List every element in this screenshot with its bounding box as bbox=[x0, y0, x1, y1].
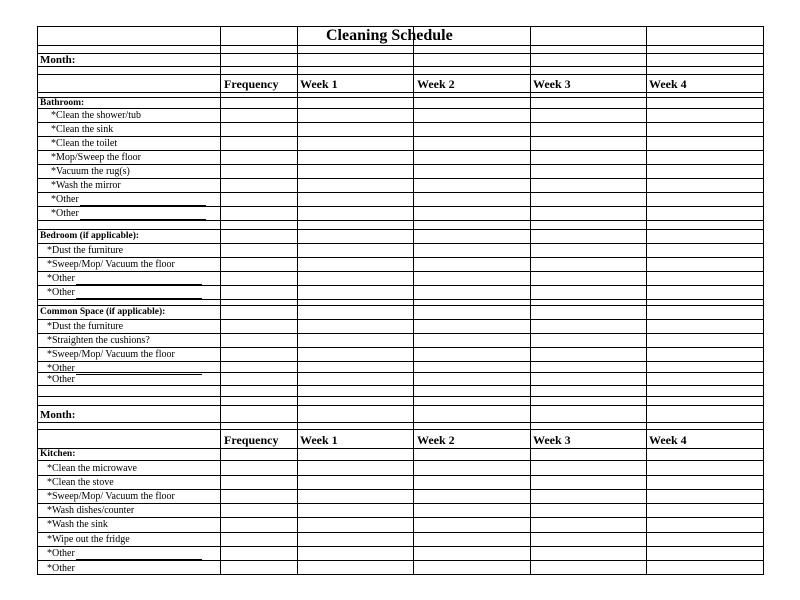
task-item: *Clean the sink bbox=[51, 124, 114, 135]
task-item-other: *Other bbox=[47, 363, 75, 374]
task-item: *Wash the sink bbox=[47, 519, 108, 530]
task-item: *Clean the shower/tub bbox=[51, 110, 141, 121]
task-item-other: *Other bbox=[47, 374, 75, 385]
task-item-other: *Other bbox=[51, 208, 79, 219]
grid-row-line bbox=[37, 475, 764, 476]
task-item: *Dust the furniture bbox=[47, 321, 124, 332]
grid-row-line bbox=[37, 372, 764, 373]
grid-row-line bbox=[37, 150, 764, 151]
grid-row-line bbox=[37, 229, 764, 230]
grid-row-line bbox=[37, 319, 764, 320]
task-item: *Mop/Sweep the floor bbox=[51, 152, 141, 163]
grid-row-line bbox=[37, 361, 764, 362]
section-common-space: Common Space (if applicable): bbox=[40, 307, 166, 317]
task-item: *Clean the microwave bbox=[47, 463, 137, 474]
grid-row-line bbox=[37, 396, 764, 397]
grid-row-line bbox=[37, 122, 764, 123]
fill-in-line bbox=[76, 374, 202, 375]
task-item-other: *Other bbox=[47, 548, 75, 559]
grid-row-line bbox=[37, 460, 764, 461]
header-frequency-2: Frequency bbox=[224, 433, 279, 447]
grid-row-line bbox=[37, 206, 764, 207]
grid-row-line bbox=[37, 271, 764, 272]
month-label-2: Month: bbox=[40, 409, 76, 421]
fill-in-line bbox=[80, 219, 206, 220]
grid-row-line bbox=[37, 45, 764, 46]
fill-in-line bbox=[76, 298, 202, 299]
grid-row-line bbox=[37, 347, 764, 348]
grid-row-line bbox=[37, 74, 764, 75]
task-item: *Wash dishes/counter bbox=[47, 505, 135, 516]
section-bedroom: Bedroom (if applicable): bbox=[40, 231, 140, 241]
header-week1-1: Week 1 bbox=[300, 77, 338, 91]
grid-row-line bbox=[37, 136, 764, 137]
grid-row-line bbox=[37, 405, 764, 406]
fill-in-line bbox=[80, 205, 206, 206]
header-week2-1: Week 2 bbox=[417, 77, 455, 91]
grid-row-line bbox=[37, 66, 764, 67]
page-title: Cleaning Schedule bbox=[326, 27, 453, 44]
task-item: *Vacuum the rug(s) bbox=[51, 166, 130, 177]
grid-row-line bbox=[37, 503, 764, 504]
grid-row-line bbox=[37, 299, 764, 300]
task-item: *Wipe out the fridge bbox=[47, 534, 130, 545]
fill-in-line bbox=[76, 284, 202, 285]
section-kitchen: Kitchen: bbox=[40, 449, 76, 459]
task-item: *Dust the furniture bbox=[47, 245, 124, 256]
grid-row-line bbox=[37, 108, 764, 109]
header-week4-2: Week 4 bbox=[649, 433, 687, 447]
grid-row-line bbox=[37, 243, 764, 244]
section-bathroom: Bathroom: bbox=[40, 98, 85, 108]
grid-row-line bbox=[37, 489, 764, 490]
header-frequency-1: Frequency bbox=[224, 77, 279, 91]
grid-row-line bbox=[37, 546, 764, 547]
grid-row-line bbox=[37, 429, 764, 430]
fill-in-line bbox=[76, 559, 202, 560]
grid-row-line bbox=[37, 285, 764, 286]
task-item: *Sweep/Mop/ Vacuum the floor bbox=[47, 259, 175, 270]
grid-row-line bbox=[37, 517, 764, 518]
task-item-other: *Other bbox=[47, 273, 75, 284]
task-item-other: *Other bbox=[47, 563, 75, 574]
grid-row-line bbox=[37, 305, 764, 306]
task-item: *Sweep/Mop/ Vacuum the floor bbox=[47, 491, 175, 502]
task-item: *Sweep/Mop/ Vacuum the floor bbox=[47, 349, 175, 360]
fill-in-line bbox=[76, 385, 202, 386]
grid-row-line bbox=[37, 448, 764, 449]
grid-row-line bbox=[37, 192, 764, 193]
header-week3-1: Week 3 bbox=[533, 77, 571, 91]
grid-row-line bbox=[37, 257, 764, 258]
grid-row-line bbox=[37, 97, 764, 98]
task-item-other: *Other bbox=[51, 194, 79, 205]
grid-row-line bbox=[37, 220, 764, 221]
header-week1-2: Week 1 bbox=[300, 433, 338, 447]
grid-row-line bbox=[37, 164, 764, 165]
grid-row-line bbox=[37, 333, 764, 334]
grid-row-line bbox=[37, 178, 764, 179]
header-week4-1: Week 4 bbox=[649, 77, 687, 91]
task-item: *Straighten the cushions? bbox=[47, 335, 150, 346]
task-item: *Clean the stove bbox=[47, 477, 114, 488]
month-label-1: Month: bbox=[40, 54, 76, 66]
grid-row-line bbox=[37, 53, 764, 54]
fill-in-line bbox=[76, 574, 202, 575]
header-week2-2: Week 2 bbox=[417, 433, 455, 447]
grid-row-line bbox=[37, 532, 764, 533]
task-item: *Wash the mirror bbox=[51, 180, 121, 191]
grid-row-line bbox=[37, 422, 764, 423]
grid-row-line bbox=[37, 92, 764, 93]
grid-row-line bbox=[37, 560, 764, 561]
task-item: *Clean the toilet bbox=[51, 138, 118, 149]
task-item-other: *Other bbox=[47, 287, 75, 298]
header-week3-2: Week 3 bbox=[533, 433, 571, 447]
